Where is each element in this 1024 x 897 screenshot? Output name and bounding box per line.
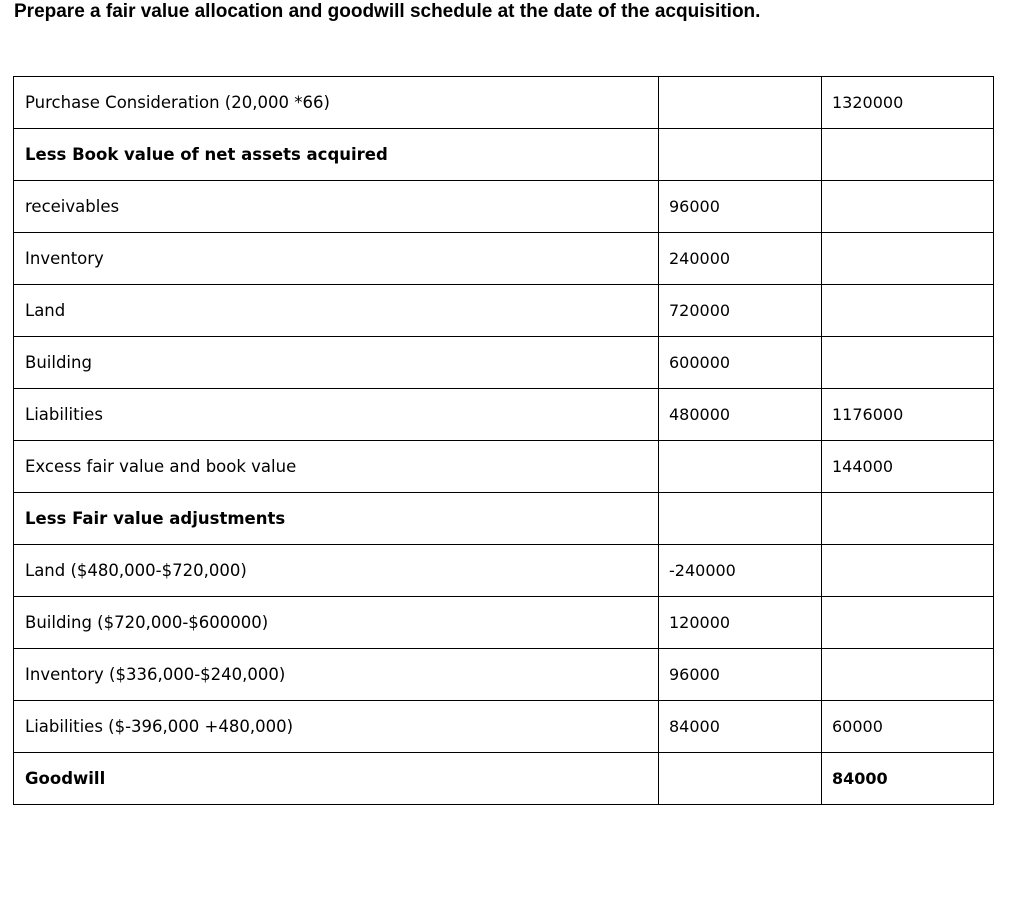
row-amount: 720000: [659, 285, 822, 337]
table-row-inventory-adjustment: [14, 649, 994, 701]
row-label: Building: [14, 337, 659, 389]
table-row-purchase-consideration: [14, 77, 994, 129]
row-total: [822, 285, 994, 337]
row-total: [822, 649, 994, 701]
row-amount: 240000: [659, 233, 822, 285]
row-amount: 96000: [659, 181, 822, 233]
row-label: Land ($480,000-$720,000): [14, 545, 659, 597]
row-total: [822, 545, 994, 597]
row-total: 1320000: [822, 77, 994, 129]
row-total: [822, 129, 994, 181]
table-row-fair-value-adjustments-header: [14, 493, 994, 545]
row-label: Excess fair value and book value: [14, 441, 659, 493]
row-total: [822, 181, 994, 233]
row-amount: [659, 753, 822, 805]
table-row-goodwill: [14, 753, 994, 805]
table-row-land-adjustment: [14, 545, 994, 597]
row-total: 1176000: [822, 389, 994, 441]
row-total: [822, 337, 994, 389]
table-row-less-book-value-header: [14, 129, 994, 181]
row-label: Liabilities ($-396,000 +480,000): [14, 701, 659, 753]
row-total: [822, 597, 994, 649]
row-total: 60000: [822, 701, 994, 753]
table-row-liabilities: [14, 389, 994, 441]
row-amount: [659, 77, 822, 129]
row-label: Less Book value of net assets acquired: [14, 129, 659, 181]
row-amount: 480000: [659, 389, 822, 441]
row-amount: [659, 129, 822, 181]
row-label: Purchase Consideration (20,000 *66): [14, 77, 659, 129]
table-row-excess-fair-value: [14, 441, 994, 493]
row-amount: [659, 441, 822, 493]
row-label: Inventory: [14, 233, 659, 285]
row-label: Less Fair value adjustments: [14, 493, 659, 545]
row-amount: [659, 493, 822, 545]
row-amount: 84000: [659, 701, 822, 753]
table-row-land: [14, 285, 994, 337]
row-amount: 120000: [659, 597, 822, 649]
row-label: Liabilities: [14, 389, 659, 441]
goodwill-total: 84000: [822, 753, 994, 805]
row-total: [822, 233, 994, 285]
row-label: Land: [14, 285, 659, 337]
row-label: receivables: [14, 181, 659, 233]
row-total: 144000: [822, 441, 994, 493]
table-row-building: [14, 337, 994, 389]
row-amount: -240000: [659, 545, 822, 597]
row-label: Goodwill: [14, 753, 659, 805]
goodwill-schedule-table: [13, 76, 994, 805]
table-row-receivables: [14, 181, 994, 233]
row-amount: 600000: [659, 337, 822, 389]
row-label: Building ($720,000-$600000): [14, 597, 659, 649]
row-total: [822, 493, 994, 545]
row-label: Inventory ($336,000-$240,000): [14, 649, 659, 701]
page-title: Prepare a fair value allocation and goodwill schedule at the date of the acquisition.: [14, 1, 761, 22]
row-amount: 96000: [659, 649, 822, 701]
table-row-building-adjustment: [14, 597, 994, 649]
table-row-inventory: [14, 233, 994, 285]
table-row-liabilities-adjustment: [14, 701, 994, 753]
